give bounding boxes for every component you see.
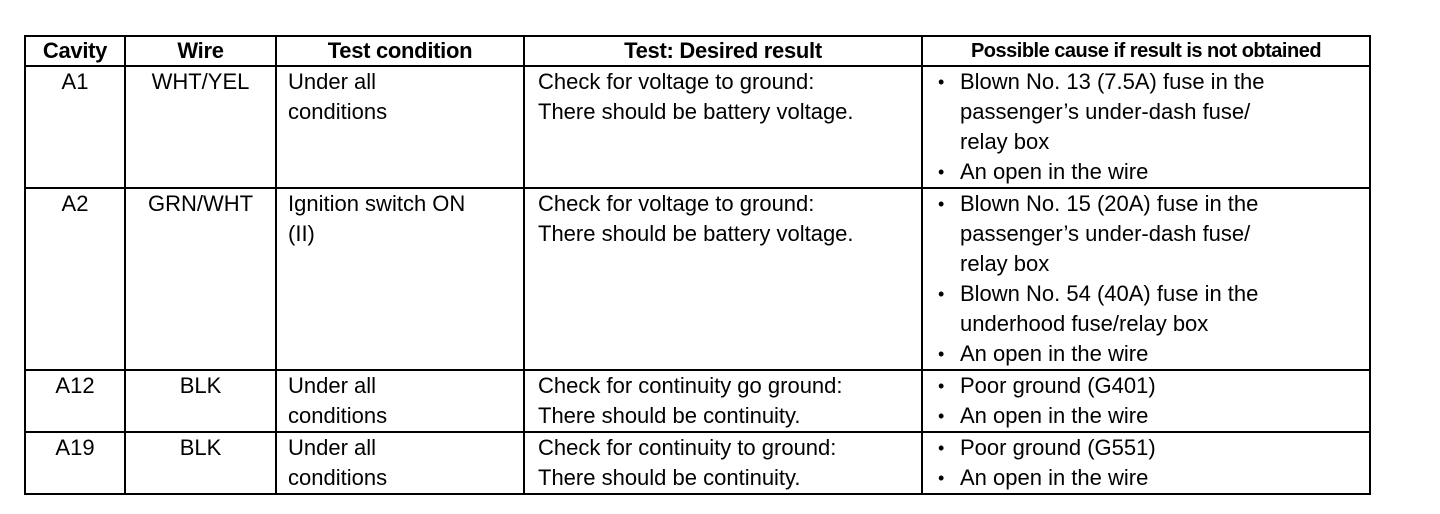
cause-line: relay box	[960, 251, 1050, 276]
cause-line: • An open in the wire	[960, 403, 1149, 428]
cause-line: • An open in the wire	[960, 159, 1149, 184]
table-row	[25, 188, 1370, 370]
cavity-cell: A19	[25, 432, 125, 494]
test-condition-cell	[276, 370, 524, 432]
table-row	[25, 66, 1370, 188]
test-condition-cell	[276, 188, 524, 370]
cause-line: • Blown No. 13 (7.5A) fuse in the	[960, 69, 1265, 94]
cause-list	[937, 189, 1369, 369]
wire-cell: BLK	[125, 432, 276, 494]
condition-line: Under all	[288, 373, 377, 398]
header-test-condition: Test condition	[276, 36, 524, 66]
header-row	[25, 36, 1370, 66]
result-line: Check for voltage to ground:	[538, 69, 815, 94]
condition-line: conditions	[288, 465, 388, 490]
cause-line: • Blown No. 15 (20A) fuse in the	[960, 191, 1259, 216]
desired-result-cell	[524, 66, 922, 188]
cause-list	[937, 67, 1369, 187]
desired-result-cell	[524, 188, 922, 370]
condition-line: conditions	[288, 403, 388, 428]
cause-item	[937, 463, 1369, 493]
cause-line: passenger’s under-dash fuse/	[960, 99, 1251, 124]
table-row	[25, 370, 1370, 432]
cavity-cell: A12	[25, 370, 125, 432]
wire-cell: WHT/YEL	[125, 66, 276, 188]
wire-cell: BLK	[125, 370, 276, 432]
possible-cause-cell	[922, 188, 1370, 370]
cause-item	[937, 189, 1369, 279]
header-possible-cause: Possible cause if result is not obtained	[922, 36, 1370, 66]
test-condition-cell	[276, 66, 524, 188]
cause-line: • An open in the wire	[960, 341, 1149, 366]
possible-cause-cell	[922, 432, 1370, 494]
cause-item	[937, 157, 1369, 187]
wire-cell: GRN/WHT	[125, 188, 276, 370]
cause-line: • Blown No. 54 (40A) fuse in the	[960, 281, 1259, 306]
header-wire: Wire	[125, 36, 276, 66]
test-condition-cell	[276, 432, 524, 494]
cause-list	[937, 371, 1369, 431]
table-row	[25, 432, 1370, 494]
result-line: Check for voltage to ground:	[538, 191, 815, 216]
result-line: There should be continuity.	[538, 403, 801, 428]
cause-item	[937, 339, 1369, 369]
desired-result-cell	[524, 432, 922, 494]
condition-line: conditions	[288, 99, 388, 124]
cause-line: • Poor ground (G401)	[960, 373, 1156, 398]
cause-item	[937, 401, 1369, 431]
cause-line: • Poor ground (G551)	[960, 435, 1156, 460]
cavity-cell: A2	[25, 188, 125, 370]
cause-list	[937, 433, 1369, 493]
cavity-cell: A1	[25, 66, 125, 188]
cause-line: underhood fuse/relay box	[960, 311, 1209, 336]
cause-item	[937, 67, 1369, 157]
result-line: Check for continuity go ground:	[538, 373, 843, 398]
result-line: There should be continuity.	[538, 465, 801, 490]
cause-item	[937, 279, 1369, 339]
condition-line: Under all	[288, 69, 377, 94]
connector-test-table	[24, 35, 1371, 495]
possible-cause-cell	[922, 370, 1370, 432]
result-line: There should be battery voltage.	[538, 221, 854, 246]
desired-result-cell	[524, 370, 922, 432]
cause-line: passenger’s under-dash fuse/	[960, 221, 1251, 246]
condition-line: Under all	[288, 435, 377, 460]
header-desired-result: Test: Desired result	[524, 36, 922, 66]
cause-line: relay box	[960, 129, 1050, 154]
result-line: There should be battery voltage.	[538, 99, 854, 124]
cause-item	[937, 371, 1369, 401]
result-line: Check for continuity to ground:	[538, 435, 837, 460]
condition-line: (II)	[288, 221, 315, 246]
header-cavity: Cavity	[25, 36, 125, 66]
condition-line: Ignition switch ON	[288, 191, 466, 216]
possible-cause-cell	[922, 66, 1370, 188]
cause-item	[937, 433, 1369, 463]
cause-line: • An open in the wire	[960, 465, 1149, 490]
